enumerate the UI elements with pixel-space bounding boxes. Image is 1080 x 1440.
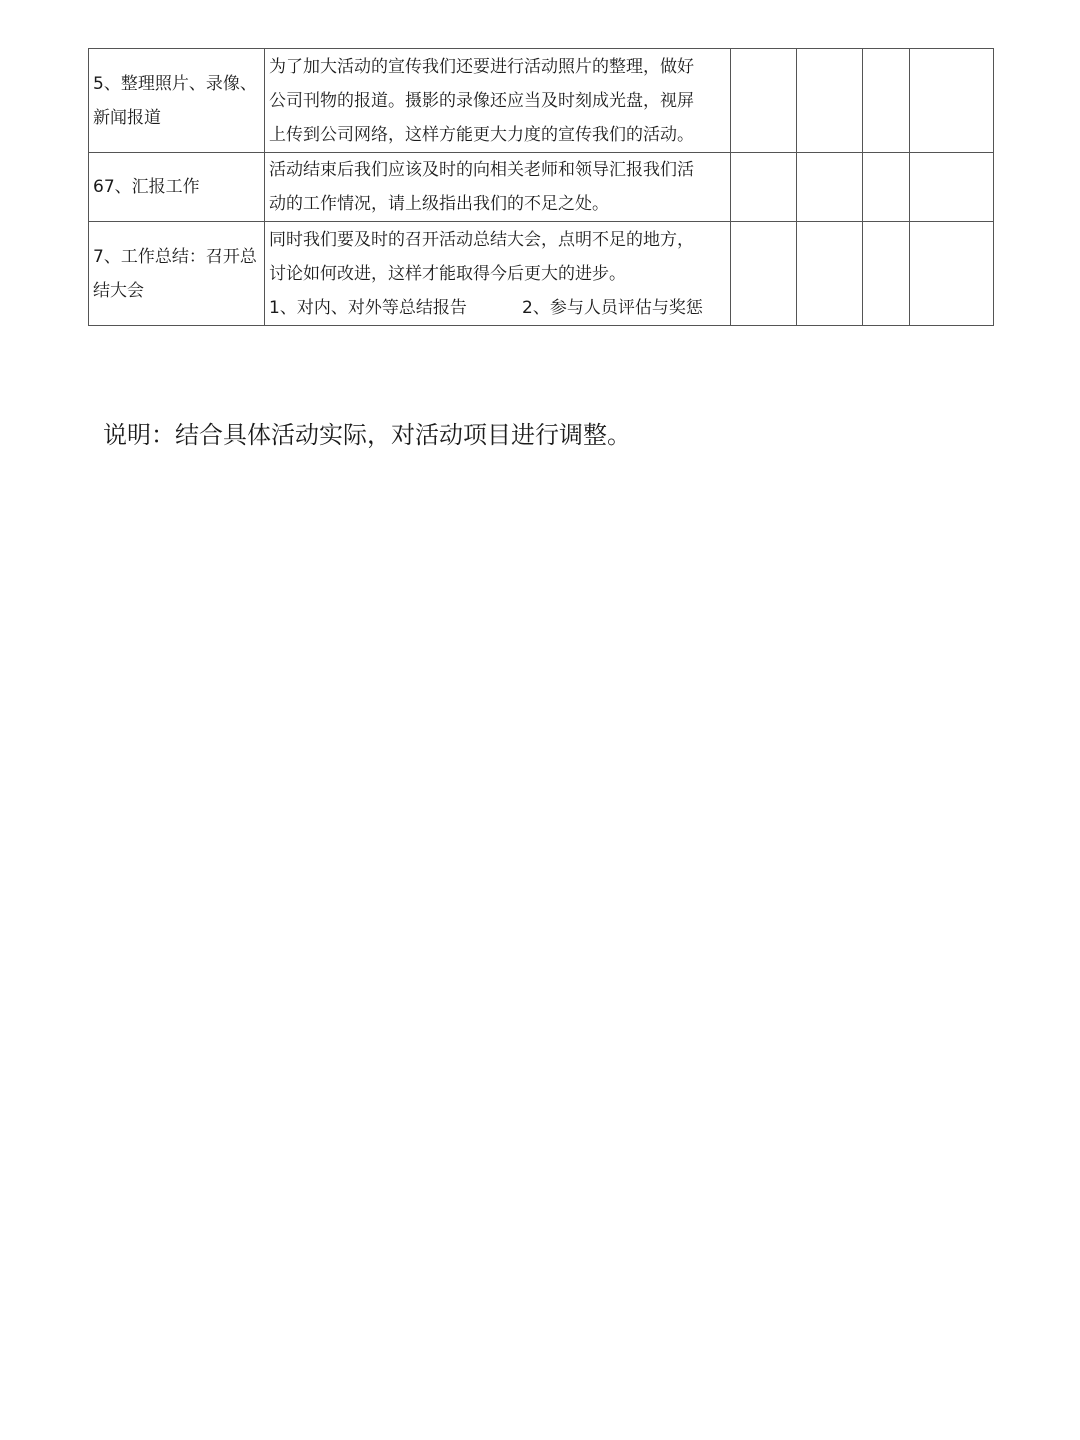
empty-cell: [797, 222, 863, 326]
description-text: 活动结束后我们应该及时的向相关老师和领导汇报我们活: [269, 160, 694, 180]
description-text: 同时我们要及时的召开活动总结大会，点明不足的地方，: [269, 229, 694, 250]
empty-cell: [863, 49, 910, 153]
item-text: 结大会: [93, 280, 144, 301]
item-cell: [89, 49, 265, 153]
explanatory-note: 说明：结合具体活动实际，对活动项目进行调整。: [103, 421, 631, 449]
empty-cell: [797, 49, 863, 153]
empty-cell: [910, 222, 994, 326]
item-text: 新闻报道: [93, 107, 161, 128]
empty-cell: [863, 222, 910, 326]
description-text: 为了加大活动的宣传我们还要进行活动照片的整理，做好: [269, 56, 694, 77]
table-row: [89, 49, 994, 153]
item-cell: [89, 153, 265, 222]
empty-cell: [910, 49, 994, 153]
item-cell: [89, 222, 265, 326]
empty-cell: [910, 153, 994, 222]
description-cell: [265, 153, 731, 222]
empty-cell: [731, 49, 797, 153]
empty-cell: [731, 222, 797, 326]
empty-cell: [797, 153, 863, 222]
item-text: 7、工作总结：召开总: [93, 246, 257, 267]
description-text: 动的工作情况，请上级指出我们的不足之处。: [269, 194, 609, 214]
description-text: 上传到公司网络，这样方能更大力度的宣传我们的活动。: [269, 124, 694, 145]
item-text: 67、汇报工作: [93, 177, 200, 197]
item-text: 5、整理照片、录像、: [93, 73, 257, 94]
description-cell: [265, 49, 731, 153]
description-cell: [265, 222, 731, 326]
sub-item: 2、参与人员评估与奖惩: [522, 297, 703, 318]
empty-cell: [863, 153, 910, 222]
description-text: 公司刊物的报道。摄影的录像还应当及时刻成光盘，视屏: [269, 90, 694, 111]
table-row: [89, 222, 994, 326]
table-row: [89, 153, 994, 222]
description-text: 讨论如何改进，这样才能取得今后更大的进步。: [269, 263, 626, 284]
sub-items-line: [269, 291, 726, 325]
activity-plan-table: [88, 48, 994, 326]
empty-cell: [731, 153, 797, 222]
sub-item: 1、对内、对外等总结报告: [269, 297, 467, 318]
